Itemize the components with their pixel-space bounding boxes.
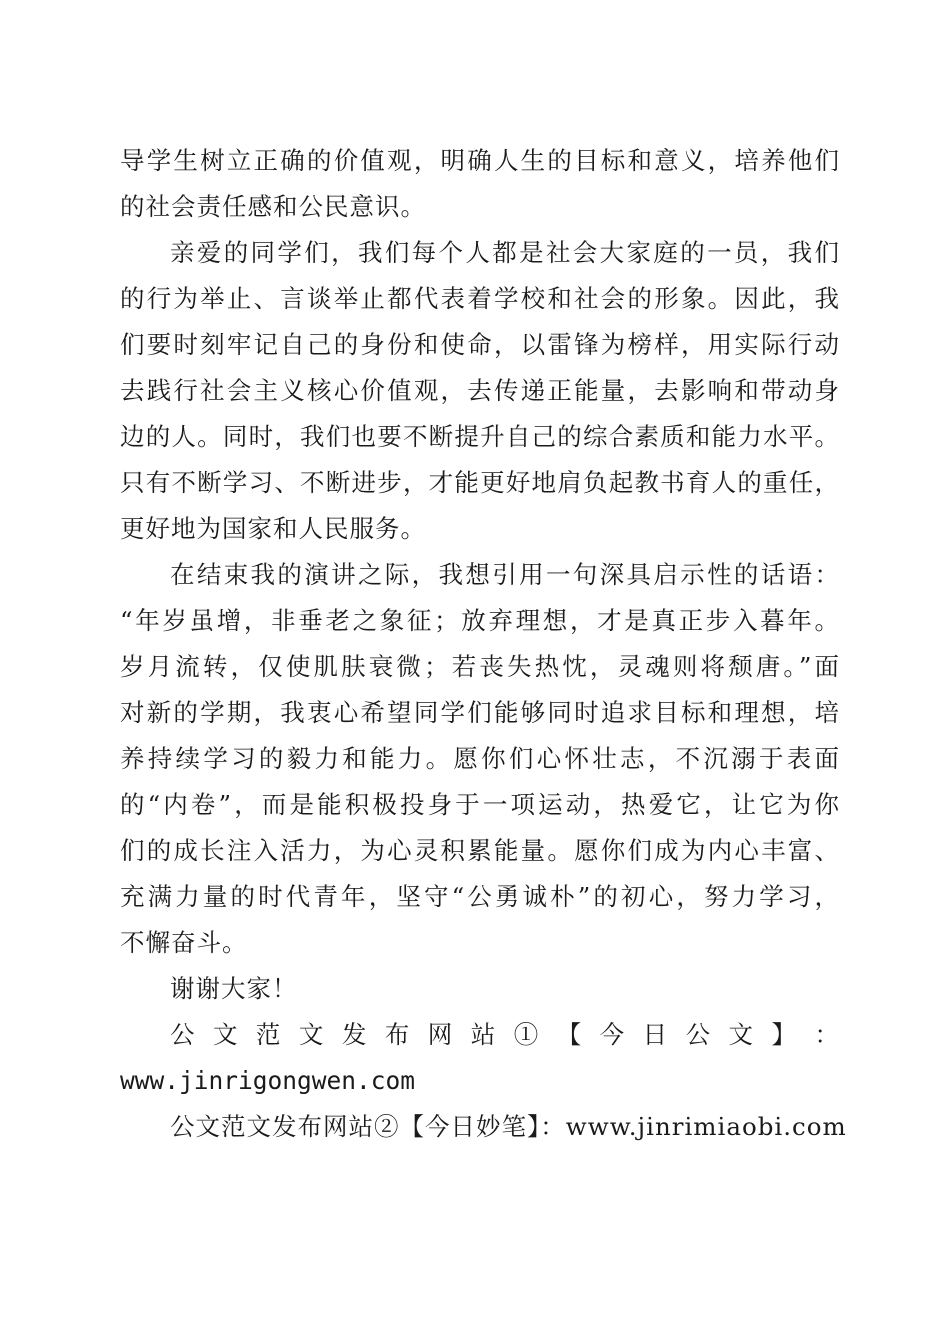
text-line: “年岁虽增，非垂老之象征；放弃理想，才是真正步入暮年。	[120, 606, 840, 635]
text-line: 导学生树立正确的价值观，明确人生的目标和意义，培养他们	[120, 146, 840, 175]
text-line: 只有不断学习、不断进步，才能更好地肩负起教书育人的重任，	[120, 468, 840, 497]
text-line: 岁月流转，仅使肌肤衰微；若丧失热忱，灵魂则将颓唐。”面	[120, 652, 840, 681]
website-line-1: 公 文 范 文 发 布 网 站 ① 【 今 日 公 文 】 ：	[170, 1020, 840, 1049]
text-line: 去践行社会主义核心价值观，去传递正能量，去影响和带动身	[120, 376, 840, 405]
paragraph-start-line: 亲爱的同学们，我们每个人都是社会大家庭的一员，我们	[170, 238, 840, 267]
text-line: 的行为举止、言谈举止都代表着学校和社会的形象。因此，我	[120, 284, 840, 313]
text-line: 不懈奋斗。	[120, 928, 248, 957]
text-line: 的“内卷”，而是能积极投身于一项运动，热爱它，让它为你	[120, 790, 840, 819]
text-line: 对新的学期，我衷心希望同学们能够同时追求目标和理想，培	[120, 698, 840, 727]
text-line: 充满力量的时代青年，坚守“公勇诚朴”的初心，努力学习，	[120, 882, 840, 911]
website-line-2: 公文范文发布网站②【今日妙笔】：www.jinrimiaobi.com	[170, 1112, 847, 1141]
paragraph-start-line: 在结束我的演讲之际，我想引用一句深具启示性的话语：	[170, 560, 840, 589]
text-line: 们要时刻牢记自己的身份和使命，以雷锋为榜样，用实际行动	[120, 330, 840, 359]
text-line: 们的成长注入活力，为心灵积累能量。愿你们成为内心丰富、	[120, 836, 840, 865]
text-line: 的社会责任感和公民意识。	[120, 192, 426, 221]
closing-thanks: 谢谢大家！	[170, 974, 298, 1003]
text-line: 更好地为国家和人民服务。	[120, 514, 426, 543]
website-url-1: www.jinrigongwen.com	[120, 1066, 416, 1095]
text-line: 边的人。同时，我们也要不断提升自己的综合素质和能力水平。	[120, 422, 840, 451]
text-line: 养持续学习的毅力和能力。愿你们心怀壮志，不沉溺于表面	[120, 744, 840, 773]
